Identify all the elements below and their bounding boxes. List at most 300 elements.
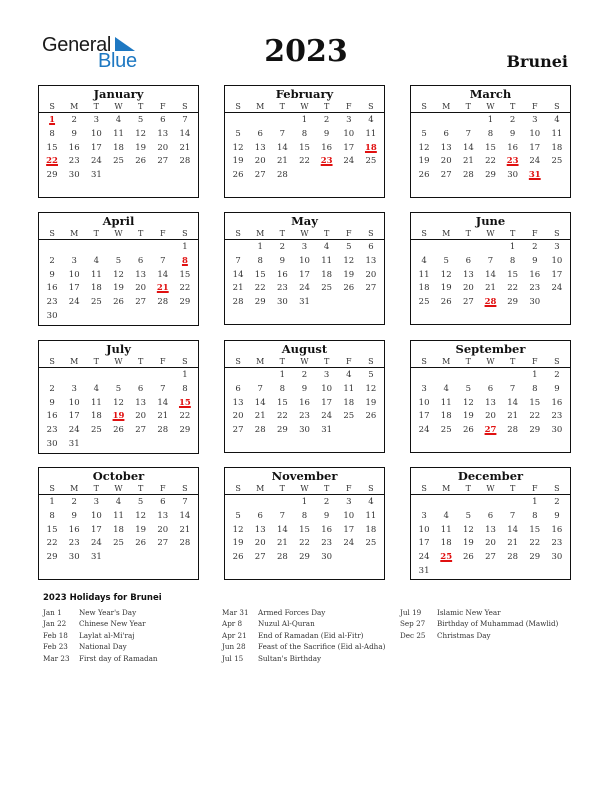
- holiday-name: End of Ramadan (Eid al-Fitr): [258, 630, 364, 640]
- month-april: [38, 212, 199, 326]
- day-cell: 15: [299, 142, 310, 153]
- weekday-header: M: [256, 484, 265, 493]
- month-february: [224, 85, 385, 198]
- day-cell: 10: [90, 510, 102, 521]
- day-cell: 5: [115, 383, 122, 394]
- day-cell: 10: [299, 255, 310, 266]
- weekday-header: S: [421, 484, 427, 493]
- day-cell: 13: [254, 524, 266, 535]
- day-cell: 16: [68, 142, 80, 153]
- day-cell: 11: [321, 255, 333, 266]
- weekday-header: T: [323, 229, 330, 238]
- weekday-header: T: [323, 484, 330, 493]
- holiday-entry: [43, 641, 158, 652]
- empty-cell: [152, 241, 174, 255]
- day-cell: 17: [418, 538, 430, 549]
- weekday-header: W: [114, 102, 123, 111]
- day-cell: 9: [71, 510, 77, 521]
- weekday-header: F: [159, 484, 166, 493]
- day-cell: 26: [232, 552, 244, 563]
- day-cell: 26: [365, 411, 377, 422]
- day-cell: 6: [137, 383, 144, 394]
- weekday-header: T: [93, 102, 100, 111]
- day-cell: 7: [160, 255, 166, 266]
- day-cell: 26: [418, 170, 430, 181]
- day-cell: 3: [93, 115, 100, 125]
- month-title: July: [106, 342, 131, 356]
- holiday-date: Jun 28: [222, 642, 246, 652]
- weekday-header: S: [49, 102, 55, 111]
- day-cell: 9: [49, 397, 55, 408]
- day-cell: 17: [418, 411, 430, 422]
- day-cell: 21: [485, 283, 496, 294]
- day-grid: [225, 495, 384, 565]
- day-cell: 18: [343, 397, 355, 408]
- day-cell: 14: [254, 397, 266, 408]
- day-cell: 5: [443, 255, 449, 266]
- weekday-header: S: [368, 484, 374, 493]
- day-cell: 8: [532, 510, 538, 521]
- holiday-date: Jan 22: [43, 619, 67, 629]
- day-cell: 18: [113, 142, 124, 153]
- day-cell: 29: [485, 170, 496, 181]
- day-cell: 25: [90, 297, 102, 308]
- day-cell: 21: [179, 142, 191, 153]
- empty-cell: [457, 114, 479, 128]
- day-cell: 8: [301, 510, 308, 521]
- day-cell: 10: [68, 397, 80, 408]
- day-cell: 6: [257, 128, 263, 139]
- empty-cell: [457, 241, 479, 255]
- weekday-header: T: [93, 357, 100, 366]
- day-cell: 25: [321, 283, 333, 294]
- day-cell: 11: [365, 128, 377, 139]
- day-cell: 5: [421, 128, 427, 139]
- empty-cell: [435, 241, 457, 255]
- day-cell: 19: [232, 538, 244, 549]
- day-cell: 16: [321, 142, 333, 153]
- day-cell: 18: [90, 411, 102, 422]
- day-cell: 5: [235, 128, 241, 139]
- day-cell: 17: [68, 411, 80, 422]
- day-cell: 26: [462, 552, 474, 563]
- day-cell: 1: [532, 497, 538, 507]
- holiday-day-cell: 23: [320, 156, 333, 167]
- day-cell: 6: [443, 128, 449, 139]
- day-cell: 14: [462, 142, 474, 153]
- empty-cell: [63, 369, 85, 383]
- holiday-day-cell: 22: [46, 156, 58, 167]
- month-november: [224, 467, 385, 580]
- day-cell: 19: [135, 142, 147, 153]
- weekday-header: W: [114, 484, 123, 493]
- day-cell: 7: [257, 383, 263, 394]
- holiday-date: Apr 8: [222, 619, 243, 629]
- empty-cell: [479, 369, 501, 383]
- weekday-header: S: [554, 357, 560, 366]
- empty-cell: [413, 241, 435, 255]
- empty-cell: [413, 114, 435, 128]
- day-cell: 24: [343, 538, 355, 549]
- weekday-header: S: [49, 357, 55, 366]
- day-cell: 19: [418, 156, 430, 167]
- day-cell: 20: [254, 538, 266, 549]
- day-cell: 15: [299, 524, 310, 535]
- weekday-header: T: [509, 229, 516, 238]
- day-cell: 27: [440, 170, 452, 181]
- empty-cell: [435, 496, 457, 510]
- day-cell: 29: [254, 297, 266, 308]
- day-cell: 2: [554, 497, 560, 507]
- weekday-header: T: [465, 229, 472, 238]
- holiday-date: Mar 31: [222, 608, 249, 617]
- day-cell: 6: [487, 510, 494, 521]
- day-cell: 10: [529, 128, 541, 139]
- day-cell: 25: [365, 156, 377, 167]
- holiday-entry: [43, 630, 158, 641]
- day-cell: 30: [46, 438, 58, 449]
- day-cell: 24: [551, 283, 563, 294]
- weekday-header: F: [159, 357, 166, 366]
- day-cell: 17: [343, 524, 355, 535]
- weekday-header-row: [411, 356, 570, 368]
- day-cell: 5: [137, 497, 144, 507]
- weekday-header: W: [486, 229, 495, 238]
- holiday-name: Laylat al-Mi'raj: [79, 630, 135, 640]
- day-cell: 4: [93, 255, 100, 266]
- day-cell: 7: [509, 510, 516, 521]
- weekday-header: S: [421, 229, 427, 238]
- day-cell: 11: [113, 510, 124, 521]
- day-cell: 9: [279, 255, 286, 266]
- weekday-header: M: [70, 357, 79, 366]
- day-cell: 14: [179, 510, 191, 521]
- day-cell: 19: [343, 269, 355, 280]
- day-cell: 5: [235, 510, 241, 521]
- holiday-day-cell: 21: [156, 283, 169, 294]
- day-cell: 26: [462, 425, 474, 436]
- day-cell: 13: [462, 269, 474, 280]
- day-cell: 25: [113, 156, 124, 167]
- weekday-header: S: [235, 484, 241, 493]
- holiday-date: Jul 15: [222, 653, 244, 663]
- weekday-header: T: [137, 484, 144, 493]
- weekday-header: S: [421, 102, 427, 111]
- day-cell: 11: [90, 397, 102, 408]
- holiday-day-cell: 23: [506, 156, 519, 167]
- empty-cell: [435, 369, 457, 383]
- day-cell: 11: [418, 269, 430, 280]
- holiday-day-cell: 15: [178, 397, 191, 408]
- day-cell: 10: [418, 397, 430, 408]
- day-cell: 17: [68, 283, 80, 294]
- weekday-header: M: [256, 229, 265, 238]
- month-march: [410, 85, 571, 198]
- day-cell: 22: [46, 538, 58, 549]
- day-cell: 15: [529, 524, 541, 535]
- holiday-name: Feast of the Sacrifice (Eid al-Adha): [258, 642, 386, 652]
- weekday-header: T: [465, 102, 472, 111]
- day-grid: [39, 113, 198, 183]
- day-cell: 30: [507, 170, 519, 181]
- day-cell: 4: [93, 383, 100, 394]
- day-cell: 8: [182, 383, 188, 394]
- day-cell: 20: [485, 411, 496, 422]
- day-cell: 27: [365, 283, 377, 294]
- day-cell: 3: [532, 115, 538, 125]
- day-cell: 27: [157, 538, 169, 549]
- day-cell: 21: [507, 411, 519, 422]
- weekday-header: S: [554, 102, 560, 111]
- day-cell: 14: [179, 128, 191, 139]
- day-cell: 18: [90, 283, 102, 294]
- weekday-header: S: [182, 484, 188, 493]
- holiday-entry: [43, 653, 158, 664]
- holiday-name: New Year's Day: [79, 608, 137, 617]
- month-december: [410, 467, 571, 580]
- day-cell: 3: [346, 115, 352, 125]
- holiday-date: Jan 1: [43, 608, 62, 617]
- weekday-header: W: [114, 357, 123, 366]
- day-cell: 21: [462, 156, 474, 167]
- day-cell: 12: [343, 255, 355, 266]
- weekday-header: S: [49, 484, 55, 493]
- day-cell: 27: [485, 552, 496, 563]
- day-cell: 4: [323, 242, 330, 252]
- day-cell: 14: [157, 269, 169, 280]
- day-cell: 29: [529, 425, 541, 436]
- day-cell: 21: [254, 411, 266, 422]
- empty-cell: [249, 114, 271, 128]
- day-cell: 20: [157, 142, 169, 153]
- holiday-entry: [222, 653, 385, 664]
- day-cell: 9: [554, 510, 560, 521]
- month-title: October: [92, 469, 145, 483]
- day-cell: 19: [135, 524, 147, 535]
- weekday-header: W: [486, 484, 495, 493]
- day-cell: 19: [462, 411, 474, 422]
- day-cell: 14: [507, 397, 519, 408]
- weekday-header: W: [300, 229, 309, 238]
- day-cell: 26: [135, 156, 147, 167]
- day-cell: 28: [462, 170, 474, 181]
- day-cell: 17: [551, 269, 563, 280]
- holiday-entry: [400, 607, 558, 618]
- empty-cell: [479, 496, 501, 510]
- day-cell: 9: [49, 269, 55, 280]
- day-cell: 2: [71, 115, 77, 125]
- day-cell: 1: [257, 242, 263, 252]
- day-cell: 22: [299, 538, 310, 549]
- day-cell: 14: [485, 269, 496, 280]
- holiday-day-cell: 31: [528, 170, 541, 181]
- day-grid: [39, 495, 198, 565]
- weekday-header: W: [486, 102, 495, 111]
- weekday-header: T: [323, 357, 330, 366]
- day-cell: 1: [301, 115, 308, 125]
- day-cell: 2: [71, 497, 77, 507]
- weekday-header: M: [442, 357, 451, 366]
- day-cell: 16: [507, 142, 519, 153]
- month-title: January: [93, 87, 144, 101]
- day-cell: 30: [68, 552, 80, 563]
- day-cell: 22: [179, 283, 191, 294]
- day-cell: 7: [182, 115, 188, 125]
- day-cell: 2: [301, 370, 308, 380]
- day-cell: 24: [418, 552, 430, 563]
- day-cell: 5: [115, 255, 122, 266]
- holiday-entry: [43, 618, 158, 629]
- day-cell: 8: [509, 255, 516, 266]
- day-cell: 28: [157, 297, 169, 308]
- page-title-year: 2023: [264, 34, 348, 69]
- day-cell: 11: [113, 128, 124, 139]
- day-cell: 15: [276, 397, 288, 408]
- day-cell: 17: [299, 269, 310, 280]
- day-cell: 20: [135, 283, 147, 294]
- weekday-header: M: [70, 229, 79, 238]
- day-cell: 23: [551, 538, 563, 549]
- day-cell: 28: [179, 538, 191, 549]
- day-cell: 18: [418, 283, 430, 294]
- day-cell: 19: [365, 397, 377, 408]
- day-cell: 26: [232, 170, 244, 181]
- day-cell: 6: [465, 255, 472, 266]
- weekday-header: F: [159, 102, 166, 111]
- month-title: June: [475, 214, 506, 228]
- day-cell: 22: [179, 411, 191, 422]
- country-label: Brunei: [506, 52, 568, 71]
- day-cell: 4: [443, 510, 449, 521]
- holiday-day-cell: 28: [484, 297, 497, 308]
- day-cell: 31: [90, 170, 102, 181]
- weekday-header-row: [39, 101, 198, 113]
- weekday-header: F: [345, 484, 352, 493]
- day-cell: 19: [113, 283, 124, 294]
- day-cell: 5: [465, 383, 472, 394]
- weekday-header: S: [182, 229, 188, 238]
- day-cell: 29: [46, 552, 58, 563]
- weekday-header: W: [300, 484, 309, 493]
- day-cell: 7: [182, 497, 188, 507]
- day-cell: 18: [321, 269, 333, 280]
- day-cell: 16: [551, 524, 563, 535]
- day-cell: 7: [279, 128, 286, 139]
- holiday-date: Apr 21: [222, 630, 247, 640]
- day-cell: 12: [113, 269, 124, 280]
- day-cell: 6: [368, 242, 374, 252]
- day-cell: 17: [90, 142, 102, 153]
- day-cell: 13: [365, 255, 377, 266]
- weekday-header: M: [442, 484, 451, 493]
- day-cell: 29: [299, 552, 310, 563]
- day-cell: 4: [368, 115, 374, 125]
- holiday-entry: [222, 630, 385, 641]
- day-cell: 22: [299, 156, 310, 167]
- day-cell: 5: [346, 242, 352, 252]
- day-cell: 6: [160, 115, 166, 125]
- day-grid: [225, 113, 384, 183]
- day-cell: 24: [321, 411, 333, 422]
- month-title: December: [457, 469, 524, 483]
- logo-text-blue: Blue: [98, 50, 137, 72]
- day-cell: 2: [279, 242, 286, 252]
- holiday-name: Chinese New Year: [79, 619, 146, 629]
- day-cell: 29: [179, 297, 191, 308]
- day-cell: 17: [321, 397, 333, 408]
- holidays-column: [43, 607, 158, 664]
- month-title: August: [281, 342, 328, 356]
- holiday-name: National Day: [79, 642, 127, 652]
- day-cell: 14: [507, 524, 519, 535]
- day-cell: 9: [509, 128, 516, 139]
- empty-cell: [152, 369, 174, 383]
- day-cell: 26: [113, 425, 124, 436]
- holiday-date: Feb 18: [43, 630, 68, 640]
- day-cell: 2: [532, 242, 538, 252]
- day-cell: 27: [254, 552, 266, 563]
- holiday-name: Armed Forces Day: [258, 608, 326, 617]
- day-cell: 21: [157, 411, 169, 422]
- day-cell: 2: [49, 255, 55, 266]
- day-cell: 23: [68, 538, 80, 549]
- day-cell: 23: [46, 297, 58, 308]
- day-cell: 8: [279, 383, 286, 394]
- weekday-header-row: [225, 356, 384, 368]
- day-cell: 6: [487, 383, 494, 394]
- day-grid: [225, 368, 384, 438]
- day-cell: 28: [276, 170, 288, 181]
- day-cell: 6: [257, 510, 263, 521]
- day-cell: 30: [46, 310, 58, 321]
- weekday-header: S: [554, 484, 560, 493]
- day-cell: 3: [71, 255, 77, 266]
- day-cell: 20: [462, 283, 474, 294]
- weekday-header: T: [465, 484, 472, 493]
- empty-cell: [85, 241, 107, 255]
- weekday-header: S: [554, 229, 560, 238]
- holiday-entry: [222, 618, 385, 629]
- day-cell: 15: [46, 142, 58, 153]
- weekday-header-row: [225, 101, 384, 113]
- day-cell: 25: [90, 425, 102, 436]
- day-cell: 25: [440, 425, 452, 436]
- day-cell: 10: [68, 269, 80, 280]
- day-cell: 13: [254, 142, 266, 153]
- empty-cell: [107, 369, 129, 383]
- weekday-header: M: [70, 102, 79, 111]
- month-july: [38, 340, 199, 454]
- holiday-day-cell: 8: [181, 255, 188, 266]
- day-cell: 17: [529, 142, 541, 153]
- weekday-header: T: [465, 357, 472, 366]
- day-cell: 1: [182, 242, 188, 252]
- empty-cell: [435, 114, 457, 128]
- day-cell: 8: [301, 128, 308, 139]
- day-cell: 16: [46, 411, 58, 422]
- day-cell: 19: [462, 538, 474, 549]
- day-cell: 1: [532, 370, 538, 380]
- weekday-header: T: [137, 102, 144, 111]
- day-cell: 21: [276, 538, 288, 549]
- empty-cell: [130, 241, 152, 255]
- day-cell: 1: [301, 497, 308, 507]
- day-cell: 25: [113, 538, 124, 549]
- day-cell: 16: [551, 397, 563, 408]
- weekday-header: T: [279, 102, 286, 111]
- day-cell: 17: [90, 524, 102, 535]
- empty-cell: [271, 496, 293, 510]
